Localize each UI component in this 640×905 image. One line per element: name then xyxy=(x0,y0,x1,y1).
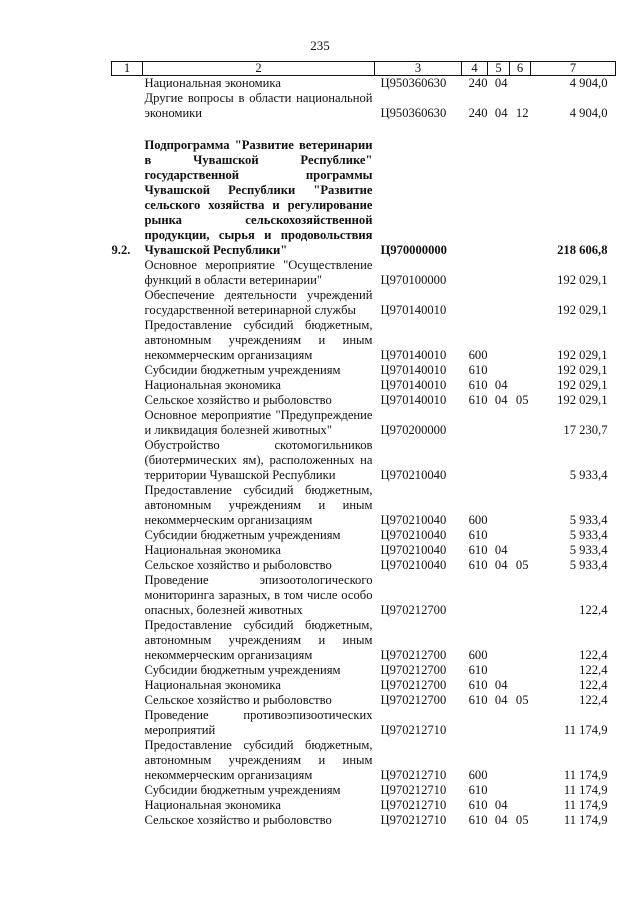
row-amount: 192 029,1 xyxy=(557,303,608,317)
row-expense-type: 610 xyxy=(468,528,488,542)
table-row xyxy=(112,483,616,528)
row-code: Ц970000000 xyxy=(380,243,447,257)
table-row xyxy=(112,663,616,678)
table-row xyxy=(112,363,616,378)
row-code: Ц970212710 xyxy=(380,723,447,737)
row-amount: 192 029,1 xyxy=(557,273,608,287)
row-name: Основное мероприятие "Предупреждение и ликвидация болезней животных" xyxy=(144,408,373,437)
row-amount: 122,4 xyxy=(579,678,608,692)
row-name: Основное мероприятие "Осуществление функций в области ветеринарии" xyxy=(144,258,373,287)
row-number xyxy=(112,528,143,543)
row-name: Национальная экономика xyxy=(144,76,281,90)
row-expense-type: 610 xyxy=(468,798,488,812)
row-section: 04 xyxy=(494,558,508,572)
row-code: Ц970212710 xyxy=(380,768,447,782)
row-amount: 5 933,4 xyxy=(569,528,608,542)
budget-table xyxy=(111,61,616,828)
row-number xyxy=(112,288,143,318)
row-number xyxy=(112,738,143,783)
row-name: Предоставление субсидий бюджетным, автономным учреждениям и иным некоммерческим организациям xyxy=(144,738,373,782)
row-number xyxy=(112,543,143,558)
row-subsection xyxy=(510,708,531,738)
table-row xyxy=(112,258,616,288)
row-section xyxy=(488,408,510,438)
row-section xyxy=(488,528,510,543)
table-row xyxy=(112,693,616,708)
table-row xyxy=(112,573,616,618)
row-subsection xyxy=(510,408,531,438)
row-expense-type: 600 xyxy=(468,768,488,782)
row-section xyxy=(488,663,510,678)
row-number xyxy=(112,408,143,438)
row-number xyxy=(112,783,143,798)
row-expense-type: 610 xyxy=(468,813,488,827)
row-section xyxy=(488,783,510,798)
column-header-7: 7 xyxy=(531,62,616,76)
row-amount: 4 904,0 xyxy=(569,106,608,120)
row-subsection xyxy=(510,543,531,558)
row-amount: 11 174,9 xyxy=(563,768,608,782)
row-expense-type xyxy=(462,408,488,438)
column-header-4: 4 xyxy=(462,62,488,76)
header-row xyxy=(112,62,616,76)
row-code: Ц970212700 xyxy=(380,603,447,617)
table-row xyxy=(112,393,616,408)
row-expense-type: 240 xyxy=(468,76,488,90)
row-number xyxy=(112,76,143,92)
row-name: Предоставление субсидий бюджетным, автономным учреждениям и иным некоммерческим организациям xyxy=(144,318,373,362)
row-amount: 4 904,0 xyxy=(569,76,608,90)
row-subsection xyxy=(510,573,531,618)
row-code: Ц970140010 xyxy=(380,363,447,377)
row-section xyxy=(488,618,510,663)
row-section xyxy=(488,288,510,318)
row-section: 04 xyxy=(494,813,508,827)
row-number xyxy=(112,393,143,408)
row-expense-type: 610 xyxy=(468,678,488,692)
row-name: Национальная экономика xyxy=(144,378,281,392)
table-row xyxy=(112,378,616,393)
row-amount: 192 029,1 xyxy=(557,378,608,392)
row-number xyxy=(112,318,143,363)
row-subsection xyxy=(510,76,531,92)
row-section: 04 xyxy=(494,678,508,692)
row-number xyxy=(112,363,143,378)
row-expense-type xyxy=(462,258,488,288)
row-name: Подпрограмма "Развитие ветеринарии в Чувашской Республике" государственной программы Чувашской Республики "Развитие сельского хозяйства и регулирование рынка сельскохозяйственной продукции, сырья и продовольствия Чувашской Республики" xyxy=(144,138,373,257)
row-section xyxy=(488,708,510,738)
row-code: Ц970210040 xyxy=(380,528,447,542)
row-expense-type xyxy=(462,708,488,738)
row-spacer xyxy=(112,121,616,138)
row-section: 04 xyxy=(494,543,508,557)
row-amount: 192 029,1 xyxy=(557,393,608,407)
row-number xyxy=(112,558,143,573)
row-subsection xyxy=(510,618,531,663)
row-name: Сельское хозяйство и рыболовство xyxy=(144,693,332,707)
row-number xyxy=(112,708,143,738)
row-expense-type: 610 xyxy=(468,693,488,707)
table-row xyxy=(112,543,616,558)
row-name: Проведение эпизоотологического мониторинга заразных, в том числе особо опасных, болезней животных xyxy=(144,573,373,617)
row-name: Национальная экономика xyxy=(144,543,281,557)
row-number xyxy=(112,483,143,528)
column-header-1: 1 xyxy=(112,62,143,76)
row-name: Субсидии бюджетным учреждениям xyxy=(144,663,341,677)
row-expense-type: 600 xyxy=(468,648,488,662)
row-expense-type: 610 xyxy=(468,378,488,392)
row-expense-type: 610 xyxy=(468,393,488,407)
row-section xyxy=(488,363,510,378)
row-name: Сельское хозяйство и рыболовство xyxy=(144,813,332,827)
table-row xyxy=(112,618,616,663)
row-name: Предоставление субсидий бюджетным, автономным учреждениям и иным некоммерческим организациям xyxy=(144,618,373,662)
row-subsection xyxy=(510,438,531,483)
row-code: Ц970210040 xyxy=(380,558,447,572)
row-expense-type xyxy=(462,138,488,258)
row-expense-type: 610 xyxy=(468,783,488,797)
row-section xyxy=(488,483,510,528)
row-section: 04 xyxy=(494,76,508,90)
row-number xyxy=(112,693,143,708)
row-section: 04 xyxy=(494,693,508,707)
row-name: Национальная экономика xyxy=(144,678,281,692)
row-amount: 122,4 xyxy=(579,603,608,617)
row-section xyxy=(488,438,510,483)
row-subsection xyxy=(510,738,531,783)
row-section: 04 xyxy=(494,393,508,407)
row-subsection: 05 xyxy=(515,693,529,707)
row-expense-type: 610 xyxy=(468,558,488,572)
table-row xyxy=(112,798,616,813)
row-section: 04 xyxy=(494,378,508,392)
row-expense-type: 600 xyxy=(468,348,488,362)
row-amount: 218 606,8 xyxy=(557,243,608,257)
row-subsection xyxy=(510,138,531,258)
row-number xyxy=(112,663,143,678)
row-number: 9.2. xyxy=(111,243,131,257)
table-row xyxy=(112,558,616,573)
row-subsection xyxy=(510,783,531,798)
table-row xyxy=(112,813,616,828)
row-code: Ц970210040 xyxy=(380,513,447,527)
row-section xyxy=(488,258,510,288)
row-name: Сельское хозяйство и рыболовство xyxy=(144,558,332,572)
row-section xyxy=(488,138,510,258)
row-code: Ц970212710 xyxy=(380,813,447,827)
row-expense-type: 610 xyxy=(468,543,488,557)
row-code: Ц950360630 xyxy=(380,106,447,120)
table-row xyxy=(112,438,616,483)
row-expense-type: 610 xyxy=(468,363,488,377)
row-subsection xyxy=(510,318,531,363)
row-section: 04 xyxy=(494,798,508,812)
row-name: Предоставление субсидий бюджетным, автономным учреждениям и иным некоммерческим организациям xyxy=(144,483,373,527)
row-expense-type xyxy=(462,438,488,483)
row-spacer-cell xyxy=(112,121,616,138)
row-code: Ц970212710 xyxy=(380,798,447,812)
row-code: Ц970200000 xyxy=(380,423,447,437)
row-code: Ц970100000 xyxy=(380,273,447,287)
row-name: Обустройство скотомогильников (биотермических ям), расположенных на территории Чувашской Республики xyxy=(144,438,373,482)
page-number: 235 xyxy=(310,38,330,53)
table-row xyxy=(112,783,616,798)
table-body xyxy=(112,76,616,829)
table-row xyxy=(112,528,616,543)
row-amount: 122,4 xyxy=(579,648,608,662)
column-header-2: 2 xyxy=(143,62,375,76)
row-number xyxy=(112,798,143,813)
table-row xyxy=(112,678,616,693)
row-code: Ц970212700 xyxy=(380,693,447,707)
row-name: Другие вопросы в области национальной экономики xyxy=(144,91,373,120)
row-subsection xyxy=(510,678,531,693)
row-name: Сельское хозяйство и рыболовство xyxy=(144,393,332,407)
table-row xyxy=(112,708,616,738)
table-row xyxy=(112,318,616,363)
row-amount: 5 933,4 xyxy=(569,513,608,527)
row-amount: 17 230,7 xyxy=(563,423,608,437)
row-number xyxy=(112,618,143,663)
row-code: Ц970210040 xyxy=(380,468,447,482)
row-amount: 11 174,9 xyxy=(563,783,608,797)
table-row xyxy=(112,288,616,318)
row-section: 04 xyxy=(494,106,508,120)
row-subsection: 05 xyxy=(515,393,529,407)
row-amount: 11 174,9 xyxy=(563,813,608,827)
row-subsection xyxy=(510,798,531,813)
row-amount: 122,4 xyxy=(579,663,608,677)
row-amount: 5 933,4 xyxy=(569,558,608,572)
row-name: Национальная экономика xyxy=(144,798,281,812)
row-name: Субсидии бюджетным учреждениям xyxy=(144,363,341,377)
row-number xyxy=(112,378,143,393)
table-row xyxy=(112,738,616,783)
row-subsection xyxy=(510,483,531,528)
row-amount: 11 174,9 xyxy=(563,798,608,812)
row-code: Ц970212710 xyxy=(380,783,447,797)
row-section xyxy=(488,738,510,783)
row-amount: 192 029,1 xyxy=(557,348,608,362)
row-code: Ц970212700 xyxy=(380,678,447,692)
row-subsection xyxy=(510,288,531,318)
row-number xyxy=(112,258,143,288)
row-expense-type: 240 xyxy=(468,106,488,120)
row-number xyxy=(112,438,143,483)
row-amount: 192 029,1 xyxy=(557,363,608,377)
row-number xyxy=(112,813,143,828)
row-subsection: 12 xyxy=(515,106,529,120)
row-subsection xyxy=(510,378,531,393)
row-code: Ц950360630 xyxy=(380,76,447,90)
row-subsection xyxy=(510,663,531,678)
row-name: Субсидии бюджетным учреждениям xyxy=(144,783,341,797)
table-row xyxy=(112,91,616,121)
table-header xyxy=(112,62,616,76)
row-subsection xyxy=(510,528,531,543)
row-subsection xyxy=(510,258,531,288)
row-number xyxy=(112,678,143,693)
column-header-3: 3 xyxy=(375,62,462,76)
row-code: Ц970212700 xyxy=(380,648,447,662)
row-amount: 5 933,4 xyxy=(569,543,608,557)
row-subsection xyxy=(510,363,531,378)
row-code: Ц970140010 xyxy=(380,303,447,317)
row-section xyxy=(488,318,510,363)
column-header-6: 6 xyxy=(510,62,531,76)
row-amount: 5 933,4 xyxy=(569,468,608,482)
table-row xyxy=(112,76,616,92)
row-expense-type: 600 xyxy=(468,513,488,527)
row-code: Ц970210040 xyxy=(380,543,447,557)
row-number xyxy=(112,573,143,618)
row-subsection: 05 xyxy=(515,558,529,572)
row-number xyxy=(112,91,143,121)
row-expense-type xyxy=(462,288,488,318)
row-amount: 11 174,9 xyxy=(563,723,608,737)
row-subsection: 05 xyxy=(515,813,529,827)
row-expense-type xyxy=(462,573,488,618)
row-code: Ц970140010 xyxy=(380,393,447,407)
row-amount: 122,4 xyxy=(579,693,608,707)
row-section xyxy=(488,573,510,618)
row-code: Ц970140010 xyxy=(380,378,447,392)
table-row xyxy=(112,408,616,438)
row-name: Проведение противоэпизоотических мероприятий xyxy=(144,708,373,737)
row-name: Субсидии бюджетным учреждениям xyxy=(144,528,341,542)
row-expense-type: 610 xyxy=(468,663,488,677)
row-name: Обеспечение деятельности учреждений государственной ветеринарной службы xyxy=(144,288,373,317)
column-header-5: 5 xyxy=(488,62,510,76)
row-code: Ц970212700 xyxy=(380,663,447,677)
row-code: Ц970140010 xyxy=(380,348,447,362)
table-row xyxy=(112,138,616,258)
